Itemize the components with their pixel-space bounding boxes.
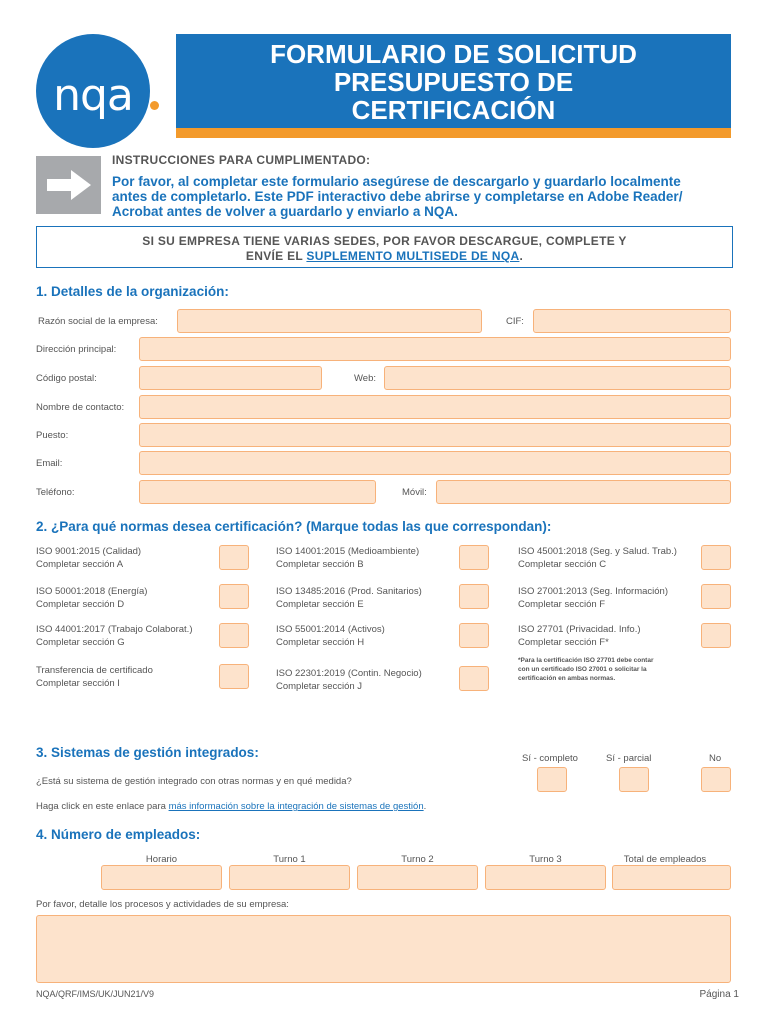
total-empleados-field[interactable] xyxy=(612,865,731,890)
option-si-parcial-label: Sí - parcial xyxy=(606,753,652,764)
note-line-3: certificación en ambas normas. xyxy=(518,675,616,682)
standard-item xyxy=(276,545,419,571)
document-code: NQA/QRF/IMS/UK/JUN21/V9 xyxy=(36,989,155,999)
title-line-1: FORMULARIO DE SOLICITUD xyxy=(270,39,637,69)
integration-info-link[interactable]: más información sobre la integración de sistemas de gestión xyxy=(168,801,424,812)
movil-field[interactable] xyxy=(436,480,731,504)
iso-50001-checkbox[interactable] xyxy=(219,584,249,609)
razon-social-field[interactable] xyxy=(177,309,482,333)
standard-section: Completar sección C xyxy=(518,559,607,570)
iso-22301-checkbox[interactable] xyxy=(459,666,489,691)
col-horario-label: Horario xyxy=(145,854,178,865)
option-si-completo-label: Sí - completo xyxy=(522,753,578,764)
turno-2-field[interactable] xyxy=(357,865,478,890)
col-turno-2-label: Turno 2 xyxy=(401,854,434,865)
standard-item xyxy=(36,585,147,611)
section-2-title: 2. ¿Para qué normas desea certificación? (Marque todas las que correspondan): xyxy=(36,519,552,534)
arrow-right-icon xyxy=(45,168,93,202)
col-turno-3-label: Turno 3 xyxy=(529,854,562,865)
cif-label: CIF: xyxy=(506,316,524,327)
direccion-label: Dirección principal: xyxy=(36,344,117,355)
iso-55001-checkbox[interactable] xyxy=(459,623,489,648)
web-field[interactable] xyxy=(384,366,731,390)
email-label: Email: xyxy=(36,458,63,469)
standard-name: ISO 45001:2018 (Seg. y Salud. Trab.) xyxy=(518,546,677,557)
notice-line-2-prefix: ENVÍE EL xyxy=(245,249,307,263)
processes-label: Por favor, detalle los procesos y actividades de su empresa: xyxy=(36,899,289,910)
transfer-checkbox[interactable] xyxy=(219,664,249,689)
note-line-1: *Para la certificación ISO 27701 debe contar xyxy=(518,657,654,664)
iso-27001-checkbox[interactable] xyxy=(701,584,731,609)
col-turno-1-label: Turno 1 xyxy=(273,854,306,865)
instructions-heading: INSTRUCCIONES PARA CUMPLIMENTADO: xyxy=(112,153,371,167)
standard-section: Completar sección F* xyxy=(518,637,609,648)
direccion-field[interactable] xyxy=(139,337,731,361)
iso-27701-note xyxy=(518,656,698,683)
standard-item xyxy=(36,664,153,690)
multisite-supplement-link[interactable]: SUPLEMENTO MULTISEDE DE NQA xyxy=(306,249,520,263)
instructions-line-2: antes de completarlo. Este PDF interactivo debe abrirse y completarse en Adobe Reader/ xyxy=(112,189,683,204)
puesto-field[interactable] xyxy=(139,423,731,447)
si-completo-checkbox[interactable] xyxy=(537,767,567,792)
turno-1-field[interactable] xyxy=(229,865,350,890)
horario-field[interactable] xyxy=(101,865,222,890)
telefono-label: Teléfono: xyxy=(36,487,75,498)
standard-name: ISO 13485:2016 (Prod. Sanitarios) xyxy=(276,586,422,597)
instructions-line-3: Acrobat antes de volver a guardarlo y enviarlo a NQA. xyxy=(112,204,458,219)
section-1-title: 1. Detalles de la organización: xyxy=(36,284,229,299)
movil-label: Móvil: xyxy=(402,487,427,498)
standard-name: ISO 50001:2018 (Energía) xyxy=(36,586,148,597)
title-line-2: PRESUPUESTO DE xyxy=(333,67,574,97)
instructions-body xyxy=(112,174,712,219)
cif-field[interactable] xyxy=(533,309,731,333)
iso-45001-checkbox[interactable] xyxy=(701,545,731,570)
title-accent-bar xyxy=(176,128,731,138)
integration-info-line xyxy=(36,801,426,812)
standard-name: ISO 14001:2015 (Medioambiente) xyxy=(276,546,420,557)
processes-textarea[interactable] xyxy=(36,915,731,983)
puesto-label: Puesto: xyxy=(36,430,69,441)
page-number: Página 1 xyxy=(699,989,739,1000)
notice-line-2 xyxy=(37,249,732,264)
notice-line-2-suffix: . xyxy=(519,249,524,263)
notice-line-1: SI SU EMPRESA TIENE VARIAS SEDES, POR FAVOR DESCARGUE, COMPLETE Y xyxy=(142,234,627,248)
standard-item xyxy=(36,623,193,649)
standard-item xyxy=(276,667,422,693)
standard-section: Completar sección F xyxy=(518,599,606,610)
iso-13485-checkbox[interactable] xyxy=(459,584,489,609)
standard-item xyxy=(276,623,385,649)
standard-section: Completar sección H xyxy=(276,637,365,648)
standard-name: ISO 44001:2017 (Trabajo Colaborat.) xyxy=(36,624,193,635)
option-no-label: No xyxy=(709,753,722,764)
section-4-title: 4. Número de empleados: xyxy=(36,827,201,842)
instructions-arrow-box xyxy=(36,156,101,214)
title-line-3: CERTIFICACIÓN xyxy=(351,95,556,125)
standard-item xyxy=(518,623,641,649)
integration-info-prefix: Haga click en este enlace para xyxy=(36,801,169,812)
integration-info-suffix: . xyxy=(423,801,427,812)
standard-item xyxy=(36,545,141,571)
si-parcial-checkbox[interactable] xyxy=(619,767,649,792)
standard-section: Completar sección E xyxy=(276,599,364,610)
integration-question: ¿Está su sistema de gestión integrado con otras normas y en qué medida? xyxy=(36,776,352,787)
web-label: Web: xyxy=(354,373,377,384)
nombre-contacto-label: Nombre de contacto: xyxy=(36,402,125,413)
iso-27701-checkbox[interactable] xyxy=(701,623,731,648)
form-title xyxy=(176,34,731,128)
standard-name: ISO 27701 (Privacidad. Info.) xyxy=(518,624,641,635)
razon-social-label: Razón social de la empresa: xyxy=(38,316,158,327)
turno-3-field[interactable] xyxy=(485,865,606,890)
standard-name: ISO 22301:2019 (Contin. Negocio) xyxy=(276,668,422,679)
codigo-postal-field[interactable] xyxy=(139,366,322,390)
standard-section: Completar sección I xyxy=(36,678,120,689)
standard-item xyxy=(518,585,668,611)
col-total-label: Total de empleados xyxy=(623,854,707,865)
multisite-notice xyxy=(36,226,733,268)
standard-name: ISO 9001:2015 (Calidad) xyxy=(36,546,142,557)
standard-section: Completar sección J xyxy=(276,681,363,692)
standard-name: ISO 55001:2014 (Activos) xyxy=(276,624,385,635)
instructions-line-1: Por favor, al completar este formulario asegúrese de descargarlo y guardarlo localmente xyxy=(112,174,681,189)
standard-section: Completar sección A xyxy=(36,559,124,570)
standard-name: Transferencia de certificado xyxy=(36,665,153,676)
iso-9001-checkbox[interactable] xyxy=(219,545,249,570)
logo-text: nqa xyxy=(53,70,133,121)
standard-section: Completar sección B xyxy=(276,559,364,570)
nqa-logo xyxy=(36,34,150,148)
standard-name: ISO 27001:2013 (Seg. Información) xyxy=(518,586,668,597)
iso-44001-checkbox[interactable] xyxy=(219,623,249,648)
email-field[interactable] xyxy=(139,451,731,475)
telefono-field[interactable] xyxy=(139,480,376,504)
no-checkbox[interactable] xyxy=(701,767,731,792)
section-3-title: 3. Sistemas de gestión integrados: xyxy=(36,745,259,760)
codigo-postal-label: Código postal: xyxy=(36,373,97,384)
standard-section: Completar sección G xyxy=(36,637,125,648)
iso-14001-checkbox[interactable] xyxy=(459,545,489,570)
note-line-2: con un certificado ISO 27001 o solicitar la xyxy=(518,666,647,673)
standard-item xyxy=(276,585,422,611)
standard-item xyxy=(518,545,677,571)
logo-dot xyxy=(150,101,159,110)
standard-section: Completar sección D xyxy=(36,599,125,610)
nombre-contacto-field[interactable] xyxy=(139,395,731,419)
